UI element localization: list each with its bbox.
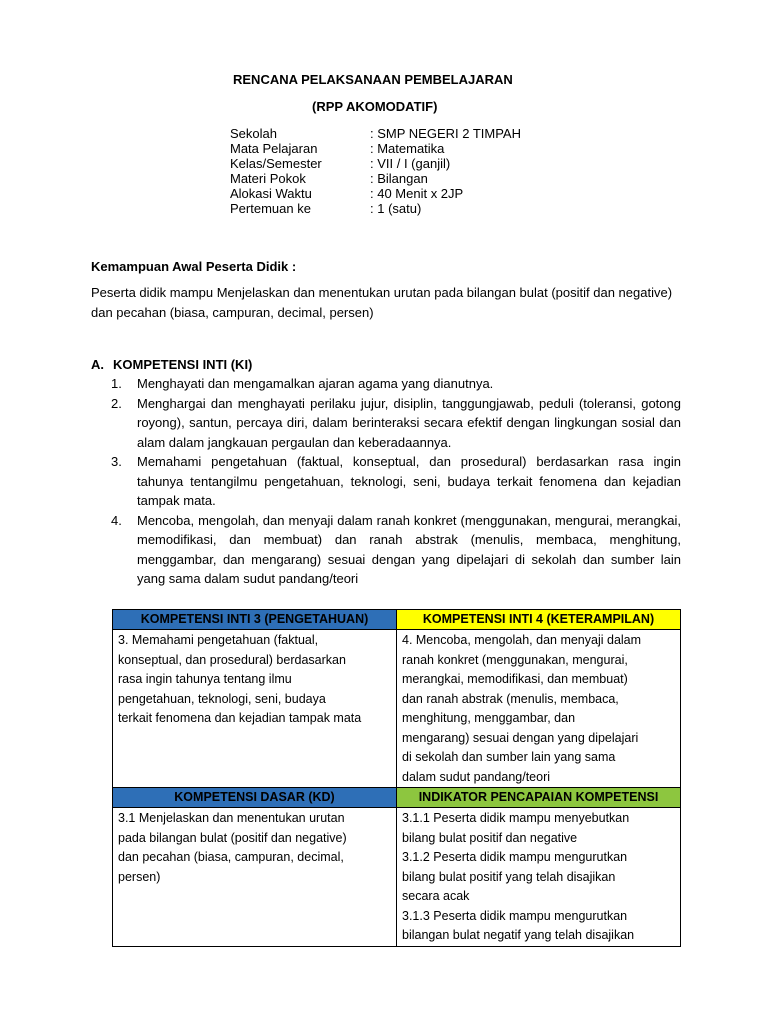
- identity-value: : VII / I (ganjil): [370, 156, 451, 171]
- identity-table: [230, 126, 521, 216]
- kd-cell: [113, 808, 397, 947]
- ki4-line: 4. Mencoba, mengolah, dan menyaji dalam: [402, 633, 642, 647]
- ki-item-text: Menghargai dan menghayati perilaku jujur, disiplin, tanggungjawab, peduli (toleransi, gotong royong), santun, percaya diri, dalam berinteraksi secara efektif dengan lingkungan sosial dan alam dalam jangkauan pergaulan dan keberadaannya.: [137, 395, 681, 450]
- ki4-line: dan ranah abstrak (menulis, membaca,: [402, 691, 619, 706]
- ki4-line: dalam sudut pandang/teori: [402, 769, 551, 784]
- document-title: RENCANA PELAKSANAAN PEMBELAJARAN: [233, 72, 513, 87]
- ki3-line: pengetahuan, teknologi, seni, budaya: [118, 691, 326, 706]
- ki-item: [111, 511, 681, 589]
- ki-item-text: Memahami pengetahuan (faktual, konseptual, dan prosedural) berdasarkan rasa ingin tahunya tentangilmu pengetahuan, teknologi, seni, budaya terkait fenomena dan kejadian tampak mata.: [137, 454, 681, 508]
- ki-heading-letter: A.: [91, 357, 104, 372]
- competency-table: [112, 609, 681, 947]
- ki3-line: konseptual, dan prosedural) berdasarkan: [118, 652, 346, 667]
- table-header-row: [113, 788, 681, 808]
- ki4-cell: [397, 630, 681, 788]
- kd-line: persen): [118, 869, 161, 884]
- ki-heading-text: KOMPETENSI INTI (KI): [113, 357, 253, 372]
- ki-item-number: 3.: [111, 454, 122, 469]
- ki3-line: 3. Memahami pengetahuan (faktual,: [118, 633, 319, 647]
- kd-line: pada bilangan bulat (positif dan negative): [118, 830, 347, 845]
- identity-key: Alokasi Waktu: [230, 186, 312, 201]
- identity-row: [230, 156, 521, 171]
- identity-value: : 40 Menit x 2JP: [370, 186, 464, 201]
- ipk-line: secara acak: [402, 889, 470, 903]
- ki-item-number: 1.: [111, 376, 122, 391]
- identity-row: [230, 126, 521, 141]
- ipk-line: bilang bulat positif yang telah disajikan: [402, 869, 616, 884]
- identity-row: [230, 201, 521, 216]
- table-header-row: [113, 610, 681, 630]
- header-ki3: KOMPETENSI INTI 3 (PENGETAHUAN): [113, 610, 397, 630]
- ipk-line: 3.1.2 Peserta didik mampu mengurutkan: [402, 850, 628, 864]
- ki-item-number: 4.: [111, 512, 122, 528]
- ipk-line: bilangan bulat negatif yang telah disajikan: [402, 928, 635, 942]
- ki-item-text: Mencoba, mengolah, dan menyaji dalam ranah konkret (menggunakan, mengurai, merangkai, memodifikasi, dan membuat) dan ranah abstrak (menulis, membaca, menghitung, menggambar, dan mengarang) sesuai dengan yang dipelajari di sekolah dan sumber lain yang sama dalam sudut pandang/teori: [137, 512, 681, 586]
- kd-line: 3.1 Menjelaskan dan menentukan urutan: [118, 811, 345, 825]
- identity-value: : Bilangan: [370, 171, 428, 186]
- identity-key: Sekolah: [230, 126, 277, 141]
- identity-row: [230, 186, 521, 201]
- ipk-line: 3.1.3 Peserta didik mampu mengurutkan: [402, 908, 628, 923]
- ki4-line: menghitung, menggambar, dan: [402, 711, 576, 725]
- ki-item-number: 2.: [111, 395, 122, 411]
- ki4-line: di sekolah dan sumber lain yang sama: [402, 750, 616, 764]
- ki-heading: [91, 357, 252, 372]
- ipk-cell: [397, 808, 681, 947]
- header-ki4: KOMPETENSI INTI 4 (KETERAMPILAN): [397, 610, 681, 630]
- identity-value: : SMP NEGERI 2 TIMPAH: [370, 126, 521, 141]
- ki-list: [111, 374, 681, 589]
- ki4-line: merangkai, memodifikasi, dan membuat): [402, 672, 628, 686]
- ki-item: [111, 374, 681, 394]
- ipk-line: 3.1.1 Peserta didik mampu menyebutkan: [402, 811, 630, 825]
- kd-line: dan pecahan (biasa, campuran, decimal,: [118, 850, 344, 864]
- ki-item: [111, 394, 681, 453]
- ki3-cell: [113, 630, 397, 788]
- kemampuan-text: Peserta didik mampu Menjelaskan dan menentukan urutan pada bilangan bulat (positif dan negative) dan pecahan (biasa, campuran, decimal, persen): [91, 285, 673, 320]
- document-subtitle: (RPP AKOMODATIF): [312, 99, 438, 114]
- ki4-line: ranah konkret (menggunakan, mengurai,: [402, 652, 628, 667]
- identity-value: : Matematika: [370, 141, 445, 156]
- kemampuan-title: Kemampuan Awal Peserta Didik :: [91, 259, 297, 274]
- identity-row: [230, 141, 521, 156]
- header-ipk: INDIKATOR PENCAPAIAN KOMPETENSI: [397, 788, 681, 808]
- ki-item-text: Menghayati dan mengamalkan ajaran agama yang dianutnya.: [137, 376, 494, 391]
- identity-key: Pertemuan ke: [230, 201, 311, 216]
- identity-value: : 1 (satu): [370, 201, 422, 216]
- ipk-line: bilang bulat positif dan negative: [402, 830, 578, 845]
- identity-key: Kelas/Semester: [230, 156, 322, 171]
- identity-key: Materi Pokok: [230, 171, 306, 186]
- header-kd: KOMPETENSI DASAR (KD): [113, 788, 397, 808]
- table-row: [113, 808, 681, 947]
- table-row: [113, 630, 681, 788]
- ki4-line: mengarang) sesuai dengan yang dipelajari: [402, 730, 639, 745]
- ki-item: [111, 452, 681, 511]
- ki3-line: rasa ingin tahunya tentang ilmu: [118, 672, 292, 686]
- identity-row: [230, 171, 521, 186]
- ki3-line: terkait fenomena dan kejadian tampak mata: [118, 711, 362, 725]
- identity-key: Mata Pelajaran: [230, 141, 318, 156]
